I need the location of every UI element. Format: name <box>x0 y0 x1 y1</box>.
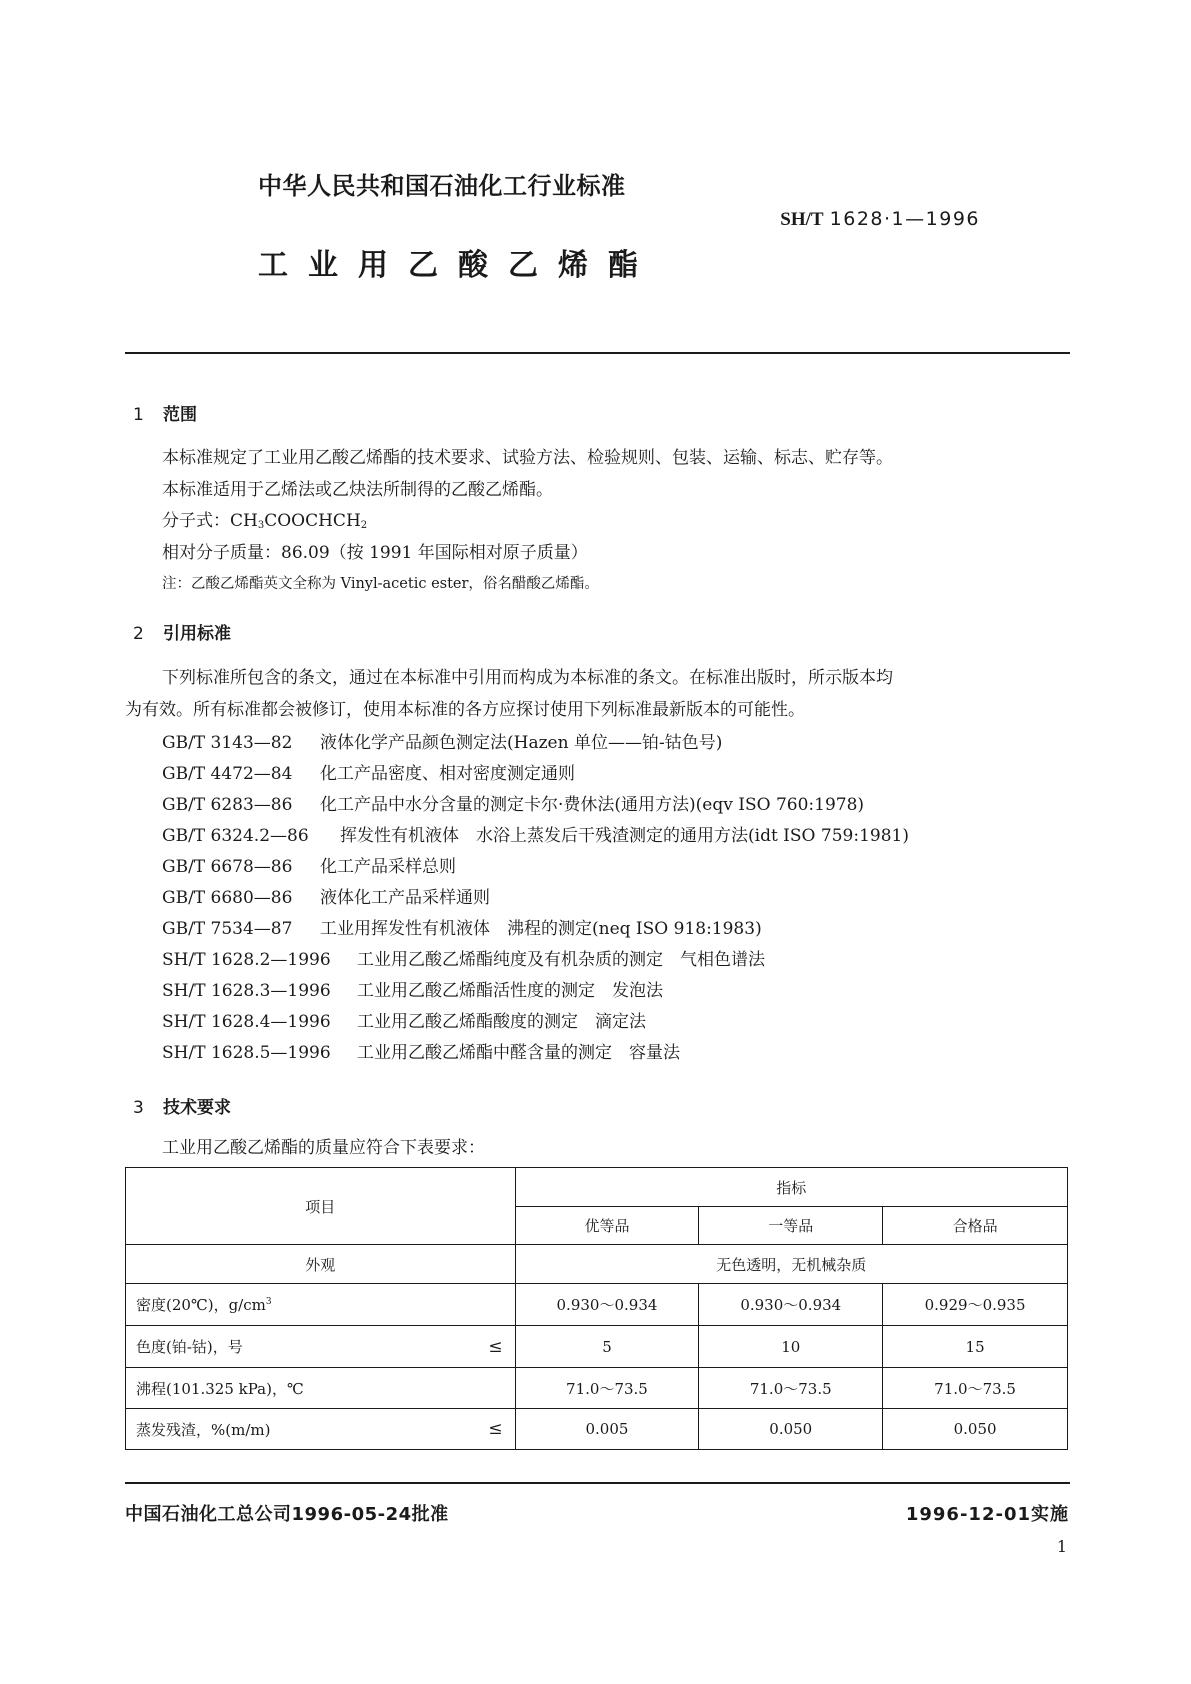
formula-part: COOCHCH <box>264 511 361 531</box>
header-index: 指标 <box>515 1168 1067 1207</box>
grade-superior: 优等品 <box>515 1207 699 1245</box>
section-number: 3 <box>133 1098 144 1118</box>
reference-code: GB/T 7534—87 <box>162 919 293 939</box>
row-label-text: 色度(铂-钴)，号 <box>136 1338 243 1356</box>
reference-title: 工业用乙酸乙烯酯活性度的测定 发泡法 <box>357 981 663 1001</box>
formula-part: CH <box>230 511 258 531</box>
reference-code: GB/T 4472—84 <box>162 764 293 784</box>
reference-title: 挥发性有机液体 水浴上蒸发后干残渣测定的通用方法(idt ISO 759:1981) <box>340 826 909 846</box>
reference-code: GB/T 6678—86 <box>162 857 293 877</box>
references-intro-line-1: 下列标准所包含的条文，通过在本标准中引用而构成为本标准的条文。在标准出版时，所示版本均 <box>162 668 893 688</box>
molecular-formula <box>162 506 367 531</box>
cell-value: 0.930～0.934 <box>515 1284 699 1326</box>
reference-title: 工业用乙酸乙烯酯纯度及有机杂质的测定 气相色谱法 <box>357 950 765 970</box>
row-label-text: 沸程(101.325 kPa)，℃ <box>136 1379 304 1398</box>
cell-value: 0.930～0.934 <box>699 1284 883 1326</box>
cell-value: 0.050 <box>699 1409 883 1450</box>
document-title: 工业用乙酸乙烯酯 <box>258 248 658 283</box>
appearance-label: 外观 <box>126 1245 516 1284</box>
row-label <box>126 1409 516 1450</box>
row-label <box>126 1284 516 1326</box>
reference-code: GB/T 6283—86 <box>162 795 293 815</box>
reference-item <box>162 976 663 1001</box>
reference-code: SH/T 1628.5—1996 <box>162 1043 331 1063</box>
table-row <box>126 1284 1068 1326</box>
reference-item <box>162 914 762 939</box>
section-1-heading <box>133 400 197 425</box>
cell-value: 5 <box>515 1326 699 1368</box>
reference-title: 液体化学产品颜色测定法(Hazen 单位——铂-钴色号) <box>320 733 723 753</box>
section-title: 引用标准 <box>163 624 231 644</box>
reference-title: 工业用挥发性有机液体 沸程的测定(neq ISO 918:1983) <box>320 919 762 939</box>
reference-code: GB/T 6680—86 <box>162 888 293 908</box>
reference-code: GB/T 3143—82 <box>162 733 293 753</box>
reference-item <box>162 852 456 877</box>
cell-value: 0.050 <box>883 1409 1068 1450</box>
specification-table <box>125 1167 1068 1450</box>
reference-code: SH/T 1628.4—1996 <box>162 1012 331 1032</box>
row-label <box>126 1326 516 1368</box>
scope-note: 注：乙酸乙烯酯英文全称为 Vinyl-acetic ester，俗名醋酸乙烯酯。 <box>162 576 599 592</box>
standard-code: 1628·1—1996 <box>829 208 980 230</box>
grade-first: 一等品 <box>699 1207 883 1245</box>
reference-item <box>162 759 575 784</box>
molecular-mass: 相对分子质量：86.09（按 1991 年国际相对原子质量） <box>162 543 588 563</box>
page-number: 1 <box>1056 1537 1067 1556</box>
row-label-text: 密度(20℃)，g/cm <box>136 1296 266 1314</box>
grade-qualified: 合格品 <box>883 1207 1068 1245</box>
reference-title: 化工产品采样总则 <box>320 857 456 877</box>
reference-code: GB/T 6324.2—86 <box>162 826 309 846</box>
formula-subscript: 3 <box>257 520 265 531</box>
cell-value: 71.0～73.5 <box>883 1368 1068 1409</box>
reference-item <box>162 945 765 970</box>
reference-title: 工业用乙酸乙烯酯酸度的测定 滴定法 <box>357 1012 646 1032</box>
cell-value: 71.0～73.5 <box>515 1368 699 1409</box>
reference-item <box>162 728 722 753</box>
reference-item <box>162 1038 680 1063</box>
standard-prefix: SH/T <box>780 209 824 230</box>
reference-code: SH/T 1628.3—1996 <box>162 981 331 1001</box>
less-equal-symbol: ≤ <box>488 1336 503 1357</box>
requirements-intro: 工业用乙酸乙烯酯的质量应符合下表要求： <box>162 1138 485 1158</box>
reference-item <box>162 790 864 815</box>
formula-subscript: 2 <box>360 520 368 531</box>
reference-title: 化工产品中水分含量的测定卡尔·费休法(通用方法)(eqv ISO 760:1978) <box>320 795 865 815</box>
formula-label: 分子式： <box>162 511 230 531</box>
table-header-row <box>126 1168 1068 1207</box>
cell-value: 0.929～0.935 <box>883 1284 1068 1326</box>
appearance-value: 无色透明，无机械杂质 <box>515 1245 1067 1284</box>
reference-code: SH/T 1628.2—1996 <box>162 950 331 970</box>
section-3-heading <box>133 1093 231 1118</box>
table-row <box>126 1409 1068 1450</box>
header-item: 项目 <box>126 1168 516 1245</box>
table-row <box>126 1368 1068 1409</box>
table-row <box>126 1245 1068 1284</box>
cell-value: 15 <box>883 1326 1068 1368</box>
references-intro-line-2: 为有效。所有标准都会被修订，使用本标准的各方应探讨使用下列标准最新版本的可能性。 <box>125 700 805 720</box>
row-label-text: 蒸发残渣，%(m/m) <box>136 1420 271 1439</box>
reference-item <box>162 883 490 908</box>
section-number: 2 <box>133 624 144 644</box>
section-number: 1 <box>133 405 144 425</box>
section-title: 范围 <box>163 405 197 425</box>
cell-value: 0.005 <box>515 1409 699 1450</box>
issuing-organization: 中华人民共和国石油化工行业标准 <box>258 172 626 200</box>
reference-item <box>162 821 909 846</box>
standard-number <box>780 208 980 231</box>
table-row <box>126 1326 1068 1368</box>
effective-date: 1996-12-01实施 <box>905 1504 1069 1525</box>
cell-value: 71.0～73.5 <box>699 1368 883 1409</box>
scope-paragraph-1: 本标准规定了工业用乙酸乙烯酯的技术要求、试验方法、检验规则、包装、运输、标志、贮存等。 <box>162 448 893 468</box>
approval-date: 中国石油化工总公司1996-05-24批准 <box>125 1504 449 1525</box>
row-label-superscript: 3 <box>265 1297 272 1307</box>
less-equal-symbol: ≤ <box>488 1419 503 1439</box>
reference-title: 液体化工产品采样通则 <box>320 888 490 908</box>
section-title: 技术要求 <box>163 1098 231 1118</box>
reference-title: 工业用乙酸乙烯酯中醛含量的测定 容量法 <box>357 1043 680 1063</box>
reference-item <box>162 1007 646 1032</box>
reference-title: 化工产品密度、相对密度测定通则 <box>320 764 575 784</box>
row-label <box>126 1368 516 1409</box>
section-2-heading <box>133 619 231 644</box>
header-divider <box>125 352 1070 354</box>
cell-value: 10 <box>699 1326 883 1368</box>
scope-paragraph-2: 本标准适用于乙烯法或乙炔法所制得的乙酸乙烯酯。 <box>162 480 553 500</box>
footer-divider <box>125 1482 1070 1484</box>
